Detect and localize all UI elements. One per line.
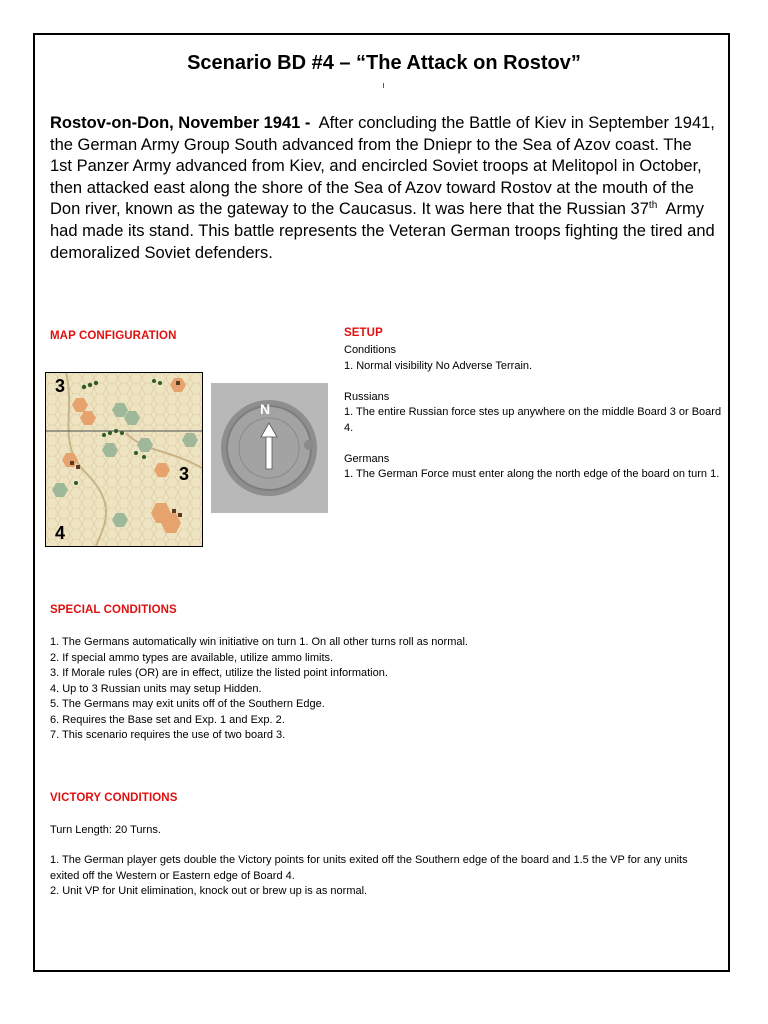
board-label-top: 3 <box>55 376 66 396</box>
special-conditions-heading: SPECIAL CONDITIONS <box>50 604 177 616</box>
special-condition-item: 5. The Germans may exit units off of the Southern Edge. <box>50 698 325 710</box>
intro-paragraph <box>50 113 718 264</box>
map-configuration-heading: MAP CONFIGURATION <box>50 330 177 342</box>
setup-body <box>344 343 722 483</box>
intro-lead: Rostov-on-Don, November 1941 - <box>50 114 311 132</box>
setup-conditions-1: 1. Normal visibility No Adverse Terrain. <box>344 359 533 372</box>
special-condition-item: 3. If Morale rules (OR) are in effect, utilize the listed point information. <box>50 667 388 679</box>
board-label-right: 3 <box>179 464 190 484</box>
board-map <box>45 372 203 547</box>
victory-conditions-heading: VICTORY CONDITIONS <box>50 792 178 804</box>
board-label-bottom: 4 <box>55 523 66 543</box>
special-condition-item: 2. If special ammo types are available, utilize ammo limits. <box>50 651 334 664</box>
intro-text-1: After concluding the Battle of Kiev in September 1941, the German Army Group South advanced from the Dniepr to the Sea of Azov coast. The 1st Panzer Army advanced from Kiev, and encircled Soviet troops at Melitopol in October, then attacked east along the shore of the Sea of Azov toward Rostov at the mouth of the Don river, known as the gateway to the Caucasus. It was here that the Russian 37 <box>50 114 715 219</box>
victory-turn-length: Turn Length: 20 Turns. <box>50 824 161 836</box>
victory-conditions-list <box>50 853 718 900</box>
victory-condition-item: 2. Unit VP for Unit elimination, knock out or brew up is as normal. <box>50 885 368 897</box>
scenario-title: Scenario BD #4 – “The Attack on Rostov” <box>187 52 581 74</box>
special-conditions-list <box>50 635 718 744</box>
special-condition-item: 1. The Germans automatically win initiative on turn 1. On all other turns roll as normal. <box>50 636 468 648</box>
setup-russians-1: 1. The entire Russian force stes up anywhere on the middle Board 3 or Board 4. <box>344 406 722 434</box>
setup-germans-label: Germans <box>344 452 390 465</box>
compass-image <box>211 383 328 513</box>
setup-heading: SETUP <box>344 327 383 339</box>
special-condition-item: 6. Requires the Base set and Exp. 1 and Exp. 2. <box>50 713 285 726</box>
setup-germans-1: 1. The German Force must enter along the north edge of the board on turn 1. <box>344 468 720 480</box>
compass-north-label: N <box>260 401 271 417</box>
intro-text-2: Army had made its stand. This battle represents the Veteran German troops fighting the tired and demoralized Soviet defenders. <box>50 200 715 262</box>
victory-condition-item: 1. The German player gets double the Victory points for units exited off the Southern edge of the board and 1.5 the VP for any units exited off the Western or Eastern edge of Board 4. <box>50 854 688 882</box>
setup-russians-label: Russians <box>344 390 390 403</box>
special-condition-item: 7. This scenario requires the use of two board 3. <box>50 729 286 741</box>
setup-conditions-label: Conditions <box>344 344 396 356</box>
intro-superscript: th <box>648 200 658 212</box>
special-condition-item: 4. Up to 3 Russian units may setup Hidden. <box>50 682 262 695</box>
divider-tick <box>383 83 384 88</box>
